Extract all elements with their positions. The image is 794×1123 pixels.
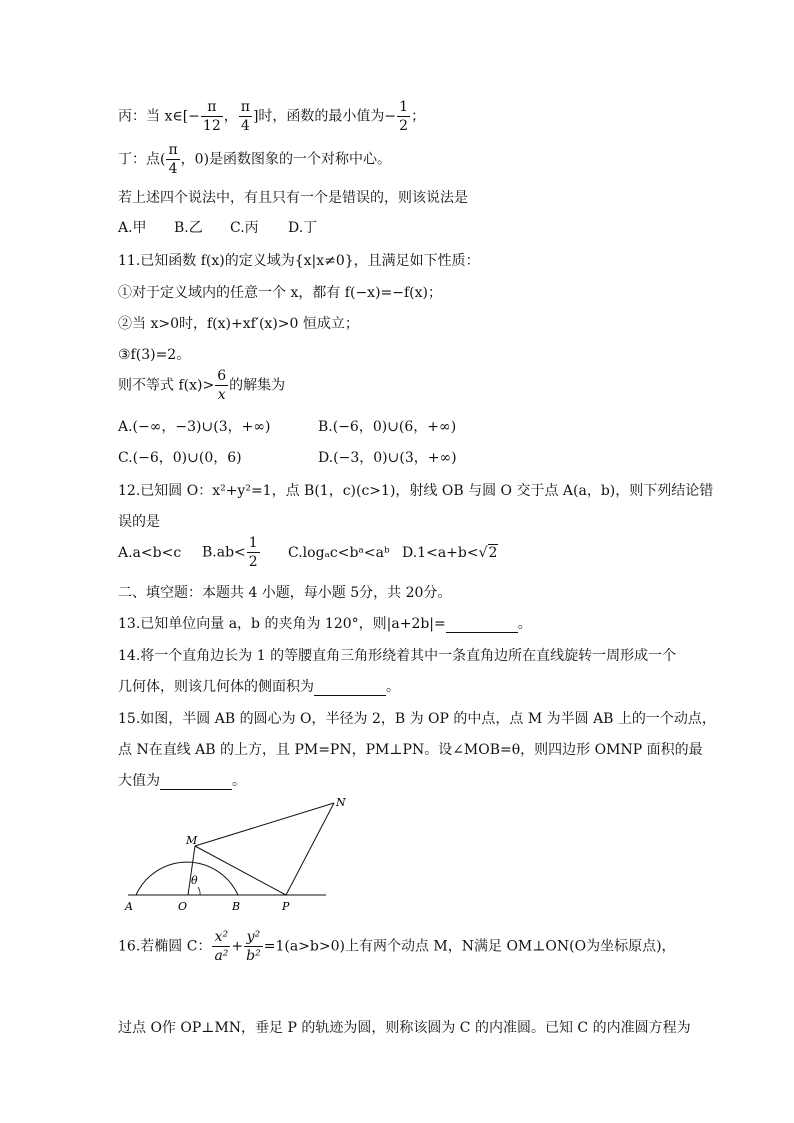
q12-stem-line2: 误的是	[118, 514, 160, 530]
fraction-1-2: $\frac{1}{2}$	[399, 99, 409, 134]
q11-option-a: A.(−∞，−3)∪(3，+∞)	[118, 419, 271, 435]
q11-option-b: B.(−6，0)∪(6，+∞)	[318, 419, 457, 435]
q11-condition-2: ②当 x>0时，f(x)+xf′(x)>0 恒成立；	[118, 316, 359, 332]
q11-stem: 11.已知函数 f(x)的定义域为{x|x≠0}，且满足如下性质：	[118, 253, 480, 269]
q11-option-c: C.(−6，0)∪(0，6)	[118, 450, 242, 466]
answer-blank	[314, 681, 386, 696]
label-m: M	[186, 834, 198, 847]
label-n: N	[336, 796, 346, 809]
q14-line1: 14.将一个直角边长为 1 的等腰直角三角形绕着其中一条直角边所在直线旋转一周形成一个	[118, 648, 677, 664]
q12-option-a: A.a<b<c	[118, 544, 182, 561]
q13: 13.已知单位向量 a，b 的夹角为 120°，则|a+2b|= 。	[118, 616, 532, 632]
q10-stem: 若上述四个说法中，有且只有一个是错误的，则该说法是	[118, 190, 468, 206]
fraction-6-x: $\frac{6}{x}$	[217, 368, 227, 403]
answer-blank	[446, 618, 518, 633]
angle-arc	[198, 887, 200, 895]
label-p: P	[282, 900, 290, 913]
q11-condition-1: ①对于定义域内的任意一个 x，都有 f(−x)=−f(x)；	[118, 285, 442, 301]
q16-line1: 16.若椭圆 C： $\frac{\text{x²}}{\text{a²}}$ + $\frac{\text{y²}}{\text{b²}}$ =1(a>b>0)上有两个动点 M，N满足 OM⊥ON(O为坐标原点)，	[118, 929, 676, 964]
fraction-pi-4: $\frac{\pi}{4}$	[240, 99, 250, 134]
statement-ding: 丁：点( $\frac{\pi}{4}$ ，0)是函数图象的一个对称中心。	[118, 142, 392, 177]
q10-option-d: D.丁	[288, 220, 318, 236]
label-theta: θ	[191, 874, 198, 887]
fraction-pi-12: $\frac{\pi}{12}$	[202, 99, 221, 134]
q10-option-b: B.乙	[174, 220, 203, 236]
q11-options-row1	[118, 416, 456, 436]
answer-blank	[160, 775, 232, 790]
q11-condition-3: ③f(3)=2。	[118, 347, 191, 363]
segment-np	[286, 803, 334, 895]
q11-inequality: 则不等式 f(x)> $\frac{6}{x}$ 的解集为	[118, 368, 286, 403]
q15-line2: 点 N在直线 AB 的上方，且 PM=PN，PM⊥PN。设∠MOB=θ，则四边形 OMNP 面积的最	[118, 742, 703, 758]
bing-prefix: 丙：当 x∈[−	[118, 108, 200, 125]
segment-mp	[195, 846, 286, 895]
q15-line1: 15.如图，半圆 AB 的圆心为 O，半径为 2，B 为 OP 的中点，点 M 为半圆 AB 上的一个动点，	[118, 711, 716, 727]
q10-option-a: A.甲	[118, 220, 147, 236]
label-a: A	[125, 900, 133, 913]
q12-option-d: D.1<a+b<√2	[402, 544, 498, 561]
sqrt-2: √2	[478, 544, 498, 561]
q14-line2: 几何体，则该几何体的侧面积为 。	[118, 679, 400, 695]
statement-bing: 丙：当 x∈[− $\frac{\pi}{12}$ ， $\frac{\pi}{4}$ ]时，函数的最小值为− $\frac{1}{2}$ ；	[118, 99, 426, 134]
q10-option-c: C.丙	[230, 220, 259, 236]
q12-option-c: C.logₐc<bᵃ<aᵇ	[288, 544, 390, 561]
q15-line3: 大值为 。	[118, 773, 246, 789]
q12-option-b: B.ab< $\frac{1}{2}$	[202, 535, 258, 570]
label-b: B	[232, 900, 241, 913]
section-2-heading: 二、填空题：本题共 4 小题，每小题 5分，共 20分。	[118, 585, 452, 601]
q16-line2: 过点 O作 OP⊥MN，垂足 P 的轨迹为圆，则称该圆为 C 的内准圆。已知 C 的内准圆方程为	[118, 1020, 691, 1036]
semicircle-diagram	[118, 795, 348, 915]
q12-stem-line1: 12.已知圆 O：x²+y²=1，点 B(1，c)(c>1)，射线 OB 与圆 O 交于点 A(a，b)，则下列结论错	[118, 483, 714, 499]
q11-option-d: D.(−3，0)∪(3，+∞)	[318, 450, 457, 466]
semicircle-arc	[136, 862, 238, 895]
q11-options-row2	[118, 447, 457, 467]
segment-om	[188, 846, 195, 895]
fraction-pi-4: $\frac{\pi}{4}$	[168, 142, 178, 177]
q15-geometry-figure	[118, 795, 348, 915]
fraction-x2-a2: $\frac{\text{x²}}{\text{a²}}$	[214, 929, 229, 964]
label-o: O	[178, 900, 188, 913]
fraction-y2-b2: $\frac{\text{y²}}{\text{b²}}$	[246, 929, 261, 964]
q10-options	[118, 217, 317, 237]
q12-options	[118, 536, 498, 569]
segment-mn	[195, 803, 334, 846]
fraction-1-2: $\frac{1}{2}$	[248, 535, 258, 570]
